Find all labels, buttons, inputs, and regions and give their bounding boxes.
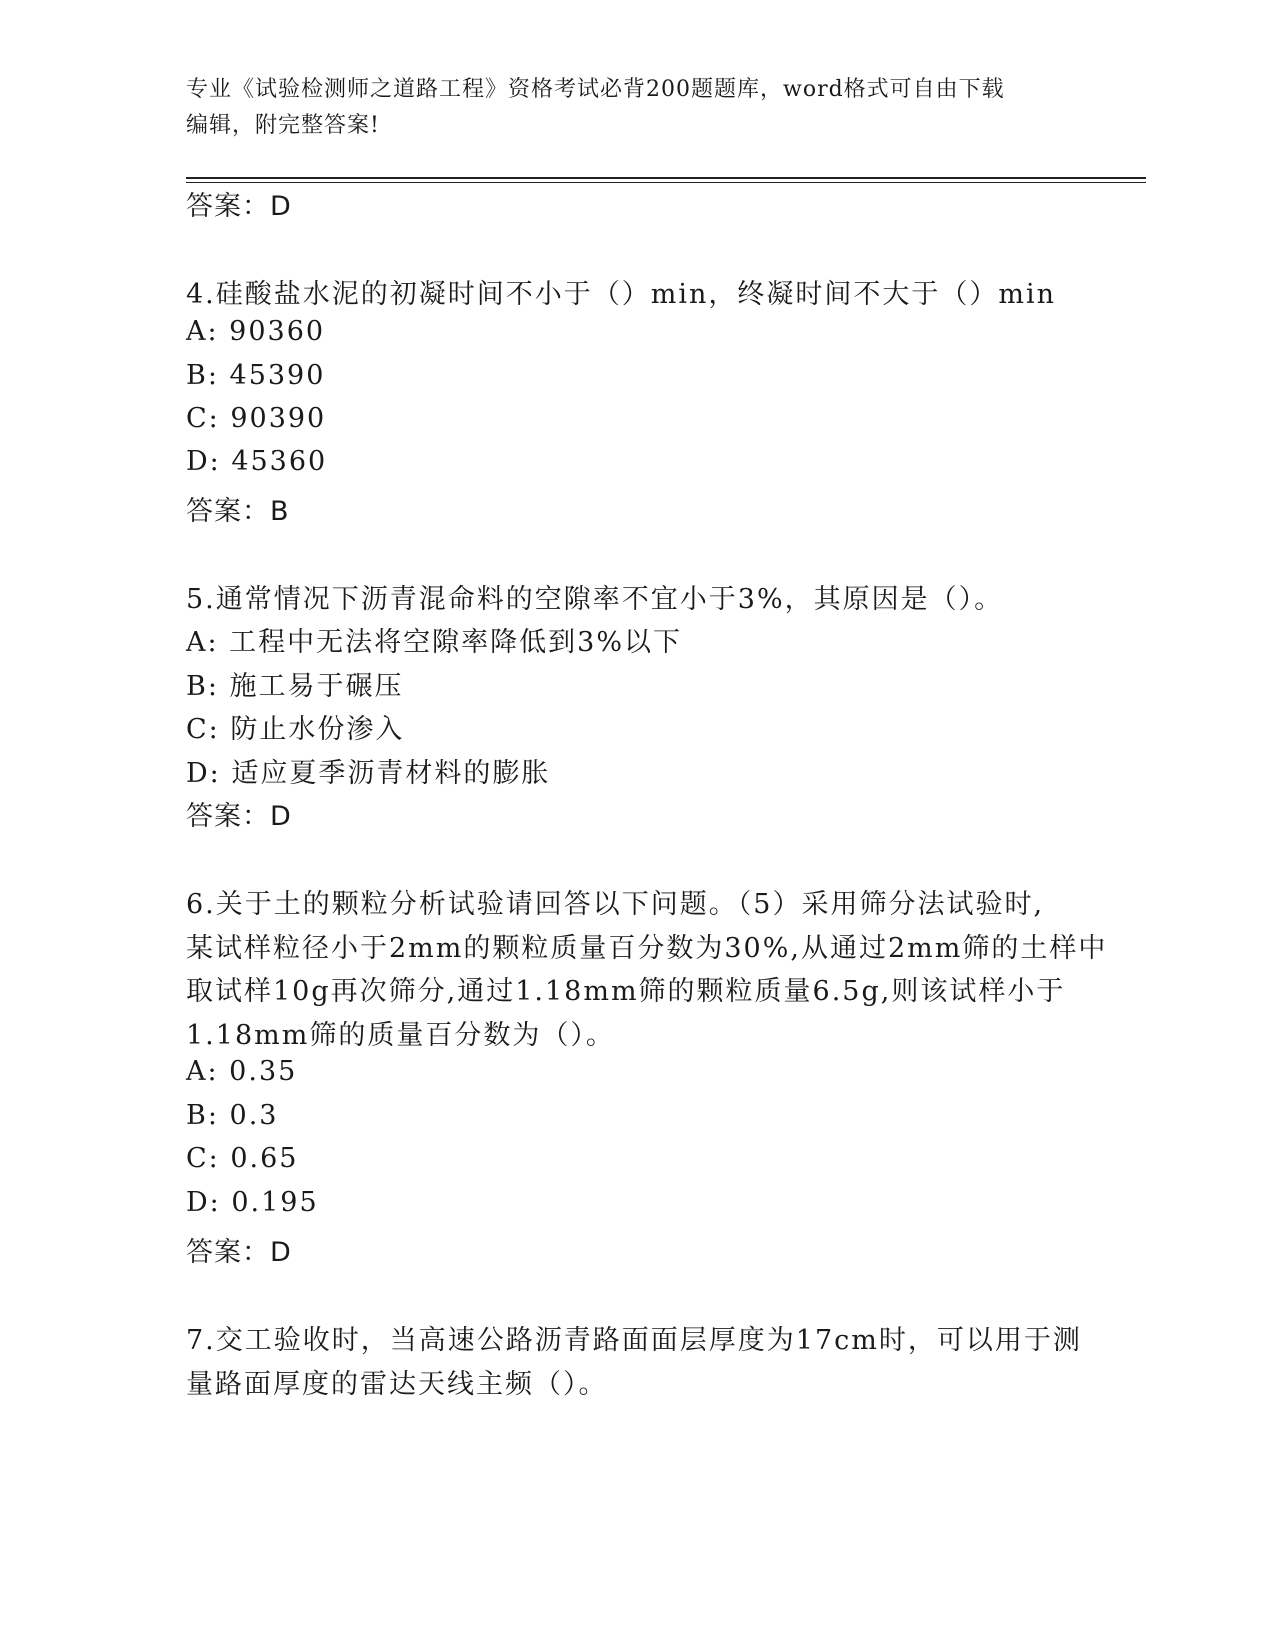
question-6-option-b: B: 0.3 bbox=[186, 1100, 279, 1131]
answer-q4: 答案：B bbox=[186, 496, 290, 527]
question-7-stem-line-1: 7.交工验收时，当高速公路沥青路面面层厚度为17cm时，可以用于测 bbox=[186, 1325, 1082, 1356]
question-5-option-c: C: 防止水份渗入 bbox=[186, 714, 405, 745]
answer-q3: 答案：D bbox=[186, 191, 292, 222]
question-6-option-d: D: 0.195 bbox=[186, 1187, 319, 1218]
header-rule-thick bbox=[186, 177, 1146, 179]
question-6-option-c: C: 0.65 bbox=[186, 1143, 299, 1174]
question-7-stem-line-2: 量路面厚度的雷达天线主频（）。 bbox=[186, 1369, 608, 1400]
question-4-option-a: A: 90360 bbox=[186, 316, 326, 347]
header-line-1: 专业《试验检测师之道路工程》资格考试必背200题题库，word格式可自由下载 bbox=[186, 77, 1005, 102]
question-4-option-b: B: 45390 bbox=[186, 360, 326, 391]
question-5-option-b: B: 施工易于碾压 bbox=[186, 671, 404, 702]
question-4-option-d: D: 45360 bbox=[186, 446, 328, 477]
question-6-stem-line-3: 取试样10g再次筛分,通过1.18mm筛的颗粒质量6.5g,则该试样小于 bbox=[186, 976, 1066, 1007]
question-5-option-a: A: 工程中无法将空隙率降低到3%以下 bbox=[186, 627, 683, 658]
question-6-stem-line-2: 某试样粒径小于2mm的颗粒质量百分数为30%,从通过2mm筛的土样中 bbox=[186, 933, 1108, 964]
question-4-option-c: C: 90390 bbox=[186, 403, 327, 434]
question-6-stem-line-1: 6.关于土的颗粒分析试验请回答以下问题。（5）采用筛分法试验时, bbox=[186, 889, 1045, 920]
header-line-2: 编辑，附完整答案! bbox=[186, 113, 380, 138]
question-4-stem: 4.硅酸盐水泥的初凝时间不小于（）min，终凝时间不大于（）min bbox=[186, 279, 1057, 310]
question-5-option-d: D: 适应夏季沥青材料的膨胀 bbox=[186, 758, 551, 789]
question-6-stem-line-4: 1.18mm筛的质量百分数为（）。 bbox=[186, 1020, 615, 1051]
header-rule-thin bbox=[186, 182, 1146, 183]
document-header bbox=[186, 72, 1086, 144]
answer-q5: 答案：D bbox=[186, 801, 292, 832]
answer-q6: 答案：D bbox=[186, 1237, 292, 1268]
question-6-option-a: A: 0.35 bbox=[186, 1056, 298, 1087]
question-5-stem: 5.通常情况下沥青混命料的空隙率不宜小于3%，其原因是（）。 bbox=[186, 584, 1004, 615]
